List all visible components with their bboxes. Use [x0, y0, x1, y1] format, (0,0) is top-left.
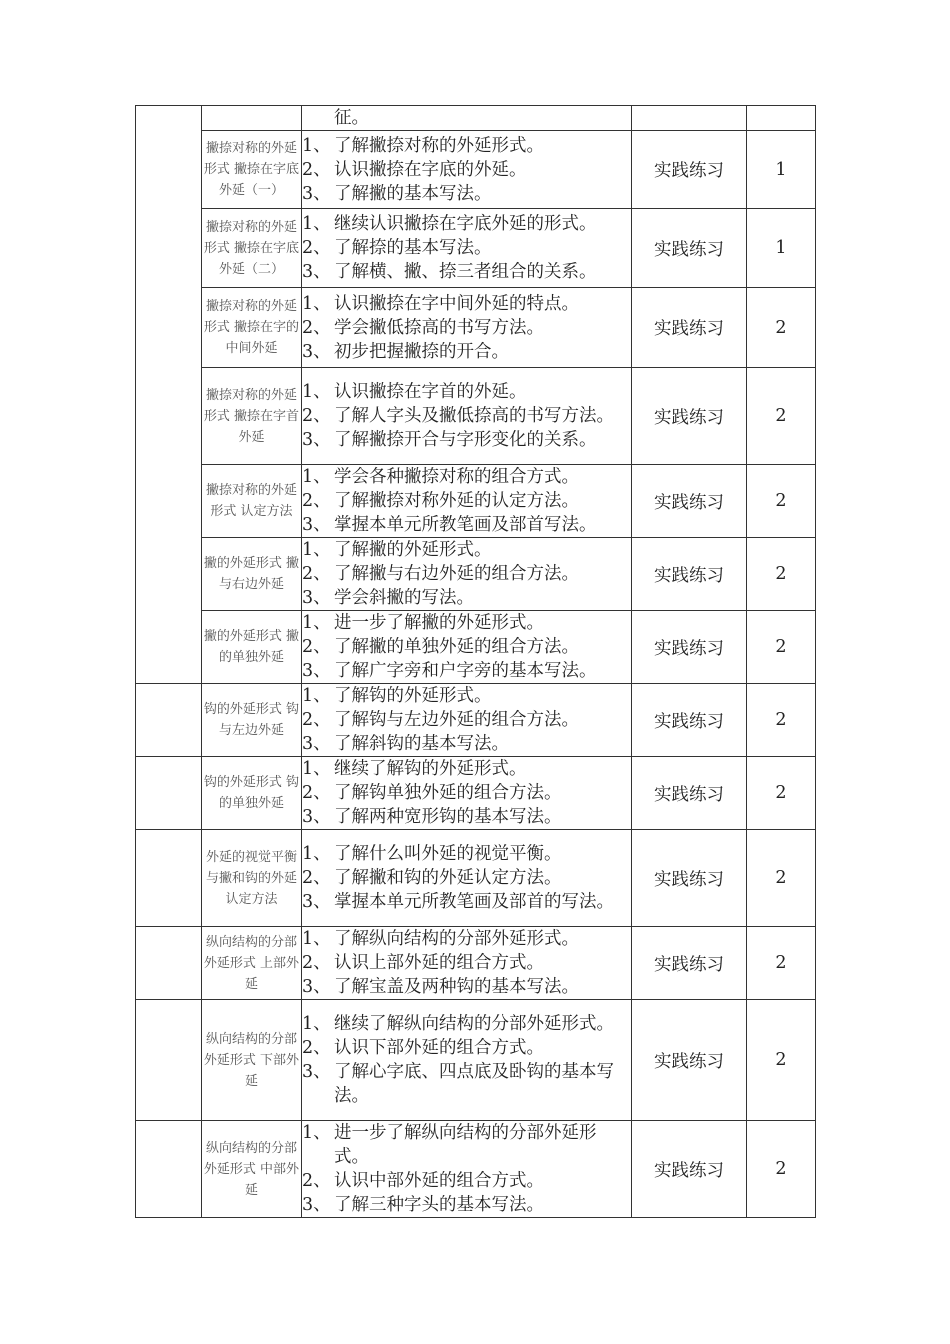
lesson-row — [136, 368, 816, 465]
lesson-row — [136, 209, 816, 288]
goal-number: 3、 — [302, 1195, 331, 1215]
goal-item — [302, 659, 631, 683]
goal-text: 认识中部外延的组合方式。 — [334, 1171, 544, 1191]
goal-item — [302, 538, 631, 562]
lesson-row — [136, 830, 816, 927]
goal-number: 2、 — [302, 491, 331, 511]
goals-cell — [302, 131, 632, 209]
goal-text: 了解横、撇、捺三者组合的关系。 — [334, 262, 597, 282]
goal-item — [302, 1193, 631, 1217]
lesson-row — [136, 757, 816, 830]
lesson-row — [136, 1121, 816, 1218]
goal-number: 3、 — [302, 262, 331, 282]
goal-text: 继续了解钩的外延形式。 — [334, 759, 527, 779]
goal-text: 认识撇捺在字中间外延的特点。 — [334, 293, 579, 314]
goal-text: 了解心字底、四点底及卧钩的基本写法。 — [334, 1062, 614, 1106]
goal-number: 3、 — [302, 661, 331, 681]
goal-number: 1、 — [302, 135, 331, 156]
goal-number: 2、 — [302, 868, 331, 888]
goal-text: 掌握本单元所教笔画及部首的写法。 — [334, 892, 614, 912]
goal-number: 1、 — [302, 540, 331, 560]
goal-number: 2、 — [302, 238, 331, 258]
lesson-row — [136, 288, 816, 368]
goal-text: 学会撇低捺高的书写方法。 — [334, 317, 544, 338]
lesson-row — [136, 131, 816, 209]
topic-cell: 纵向结构的分部外延形式 下部外延 — [202, 1000, 302, 1121]
goal-item — [302, 182, 631, 206]
goal-text: 认识撇捺在字首的外延。 — [334, 382, 527, 402]
lesson-plan-table — [135, 105, 816, 1218]
goal-number: 1、 — [302, 1014, 331, 1034]
method-cell: 实践练习 — [632, 611, 747, 684]
goal-text: 了解撇捺对称的外延形式。 — [334, 135, 544, 156]
lesson-row — [136, 538, 816, 611]
method-cell: 实践练习 — [632, 368, 747, 465]
goal-item — [302, 212, 631, 236]
goal-number: 3、 — [302, 807, 331, 827]
unit-cell — [136, 757, 202, 830]
goal-item — [302, 134, 631, 158]
goal-text: 初步把握撇捺的开合。 — [334, 341, 509, 362]
goal-item — [302, 292, 631, 316]
goal-number: 2、 — [302, 1171, 331, 1191]
hours-cell: 2 — [747, 538, 816, 611]
goal-text: 了解钩单独外延的组合方法。 — [334, 783, 562, 803]
hours-cell: 2 — [747, 465, 816, 538]
goal-text: 了解捺的基本写法。 — [334, 238, 492, 258]
goal-text: 了解撇的基本写法。 — [334, 183, 492, 204]
topic-cell: 撇捺对称的外延形式 撇捺在字底外延（一） — [202, 131, 302, 209]
goal-number: 3、 — [302, 1062, 331, 1082]
lesson-plan-body — [136, 106, 816, 1218]
goal-item — [302, 1060, 631, 1108]
unit-cell — [136, 106, 202, 684]
goal-item — [302, 513, 631, 537]
method-cell: 实践练习 — [632, 830, 747, 927]
topic-cell: 撇的外延形式 撇与右边外延 — [202, 538, 302, 611]
goal-number: 3、 — [302, 183, 331, 204]
goal-text: 了解三种字头的基本写法。 — [334, 1195, 544, 1215]
topic-cell: 撇的外延形式 撇的单独外延 — [202, 611, 302, 684]
goal-number: 1、 — [302, 1123, 331, 1143]
goal-item — [302, 586, 631, 610]
goal-item — [302, 708, 631, 732]
goals-cell — [302, 368, 632, 465]
goal-number: 1、 — [302, 613, 331, 633]
goal-number: 1、 — [302, 293, 331, 314]
hours-cell: 2 — [747, 757, 816, 830]
goal-item — [302, 380, 631, 404]
topic-cell: 撇捺对称的外延形式 撇捺在字底外延（二） — [202, 209, 302, 288]
unit-cell — [136, 1000, 202, 1121]
goal-item — [302, 465, 631, 489]
goal-text: 了解撇和钩的外延认定方法。 — [334, 868, 562, 888]
goals-cell — [302, 927, 632, 1000]
goal-item — [302, 1036, 631, 1060]
topic-cell: 外延的视觉平衡与撇和钩的外延认定方法 — [202, 830, 302, 927]
goal-item — [302, 1121, 631, 1169]
topic-cell: 撇捺对称的外延形式 撇捺在字首外延 — [202, 368, 302, 465]
hours-cell: 2 — [747, 830, 816, 927]
goal-text: 了解人字头及撇低捺高的书写方法。 — [334, 406, 614, 426]
hours-cell: 2 — [747, 1121, 816, 1218]
goal-text: 进一步了解撇的外延形式。 — [334, 613, 544, 633]
goal-text: 了解撇的外延形式。 — [334, 540, 492, 560]
goal-number: 1、 — [302, 686, 331, 706]
goal-text: 掌握本单元所教笔画及部首写法。 — [334, 515, 597, 535]
goal-number: 2、 — [302, 1038, 331, 1058]
goal-item — [302, 1012, 631, 1036]
goal-item — [302, 236, 631, 260]
goal-text: 了解撇与右边外延的组合方法。 — [334, 564, 579, 584]
goals-cell — [302, 684, 632, 757]
goal-number: 3、 — [302, 430, 331, 450]
lesson-row — [136, 611, 816, 684]
goal-number: 3、 — [302, 892, 331, 912]
method-cell: 实践练习 — [632, 684, 747, 757]
goal-item — [302, 611, 631, 635]
goal-item — [302, 340, 631, 364]
goal-item — [302, 562, 631, 586]
goal-item — [302, 805, 631, 829]
goal-number: 1、 — [302, 929, 331, 949]
lesson-row — [136, 465, 816, 538]
goal-text: 认识下部外延的组合方式。 — [334, 1038, 544, 1058]
goal-number: 2、 — [302, 710, 331, 730]
hours-cell: 2 — [747, 1000, 816, 1121]
goals-cell — [302, 611, 632, 684]
goal-text: 学会斜撇的写法。 — [334, 588, 474, 608]
goal-number: 2、 — [302, 159, 331, 180]
goal-text: 学会各种撇捺对称的组合方式。 — [334, 467, 579, 487]
goal-item — [302, 404, 631, 428]
goal-item — [302, 732, 631, 756]
goal-item — [302, 890, 631, 914]
goal-item — [302, 781, 631, 805]
continuation-row — [136, 106, 816, 131]
goal-text: 了解广字旁和户字旁的基本写法。 — [334, 661, 597, 681]
goal-number: 3、 — [302, 734, 331, 754]
goal-text: 继续了解纵向结构的分部外延形式。 — [334, 1014, 614, 1034]
goals-cell — [302, 288, 632, 368]
method-cell — [632, 106, 747, 131]
goal-text: 了解钩的外延形式。 — [334, 686, 492, 706]
goal-number: 2、 — [302, 783, 331, 803]
lesson-row — [136, 927, 816, 1000]
goal-text: 进一步了解纵向结构的分部外延形式。 — [334, 1123, 597, 1167]
goal-text: 了解撇的单独外延的组合方法。 — [334, 637, 579, 657]
method-cell: 实践练习 — [632, 927, 747, 1000]
goal-item — [302, 684, 631, 708]
unit-cell — [136, 1121, 202, 1218]
hours-cell — [747, 106, 816, 131]
method-cell: 实践练习 — [632, 131, 747, 209]
goal-text: 继续认识撇捺在字底外延的形式。 — [334, 214, 597, 234]
goal-text: 了解两种宽形钩的基本写法。 — [334, 807, 562, 827]
goal-text: 了解纵向结构的分部外延形式。 — [334, 929, 579, 949]
hours-cell: 2 — [747, 368, 816, 465]
topic-cell: 纵向结构的分部外延形式 上部外延 — [202, 927, 302, 1000]
method-cell: 实践练习 — [632, 757, 747, 830]
goal-text: 了解什么叫外延的视觉平衡。 — [334, 844, 562, 864]
goal-text: 认识上部外延的组合方式。 — [334, 953, 544, 973]
topic-cell: 钩的外延形式 钩与左边外延 — [202, 684, 302, 757]
goal-item — [302, 757, 631, 781]
method-cell: 实践练习 — [632, 209, 747, 288]
goal-number: 3、 — [302, 588, 331, 608]
hours-cell: 1 — [747, 131, 816, 209]
goal-text: 了解撇捺开合与字形变化的关系。 — [334, 430, 597, 450]
goal-item — [302, 428, 631, 452]
goal-number: 3、 — [302, 515, 331, 535]
goal-number: 2、 — [302, 406, 331, 426]
goals-cell — [302, 538, 632, 611]
goal-text: 了解钩与左边外延的组合方法。 — [334, 710, 579, 730]
method-cell: 实践练习 — [632, 538, 747, 611]
hours-cell: 2 — [747, 684, 816, 757]
method-cell: 实践练习 — [632, 465, 747, 538]
goal-number: 2、 — [302, 564, 331, 584]
goal-item — [302, 635, 631, 659]
unit-cell — [136, 927, 202, 1000]
goal-item — [302, 158, 631, 182]
goal-item — [302, 1169, 631, 1193]
goal-item — [302, 975, 631, 999]
topic-cell: 纵向结构的分部外延形式 中部外延 — [202, 1121, 302, 1218]
hours-cell: 2 — [747, 611, 816, 684]
goal-number: 3、 — [302, 341, 331, 362]
goal-number: 1、 — [302, 844, 331, 864]
goals-cell — [302, 757, 632, 830]
goal-item — [302, 927, 631, 951]
unit-cell — [136, 830, 202, 927]
goal-number: 1、 — [302, 382, 331, 402]
goal-item — [302, 866, 631, 890]
goal-number: 3、 — [302, 977, 331, 997]
goals-cell — [302, 209, 632, 288]
goal-number: 2、 — [302, 637, 331, 657]
goal-number: 2、 — [302, 317, 331, 338]
goal-item — [302, 951, 631, 975]
goal-item — [302, 260, 631, 284]
method-cell: 实践练习 — [632, 1121, 747, 1218]
hours-cell: 2 — [747, 927, 816, 1000]
topic-cell: 撇捺对称的外延形式 撇捺在字的中间外延 — [202, 288, 302, 368]
goal-number: 1、 — [302, 214, 331, 234]
goals-cell — [302, 1000, 632, 1121]
method-cell: 实践练习 — [632, 288, 747, 368]
topic-cell: 撇捺对称的外延形式 认定方法 — [202, 465, 302, 538]
goals-cell — [302, 106, 632, 131]
goal-number: 1、 — [302, 467, 331, 487]
goal-continuation: 征。 — [334, 108, 369, 128]
hours-cell: 1 — [747, 209, 816, 288]
topic-cell — [202, 106, 302, 131]
unit-cell — [136, 684, 202, 757]
goal-item — [302, 316, 631, 340]
goal-text: 了解撇捺对称外延的认定方法。 — [334, 491, 579, 511]
goal-text: 了解斜钩的基本写法。 — [334, 734, 509, 754]
goal-number: 1、 — [302, 759, 331, 779]
method-cell: 实践练习 — [632, 1000, 747, 1121]
goal-number: 2、 — [302, 953, 331, 973]
topic-cell: 钩的外延形式 钩的单独外延 — [202, 757, 302, 830]
goal-item — [302, 842, 631, 866]
lesson-row — [136, 684, 816, 757]
goal-text: 认识撇捺在字底的外延。 — [334, 159, 527, 180]
goals-cell — [302, 465, 632, 538]
goal-text: 了解宝盖及两种钩的基本写法。 — [334, 977, 579, 997]
goal-item — [302, 489, 631, 513]
hours-cell: 2 — [747, 288, 816, 368]
goals-cell — [302, 830, 632, 927]
goals-cell — [302, 1121, 632, 1218]
lesson-row — [136, 1000, 816, 1121]
